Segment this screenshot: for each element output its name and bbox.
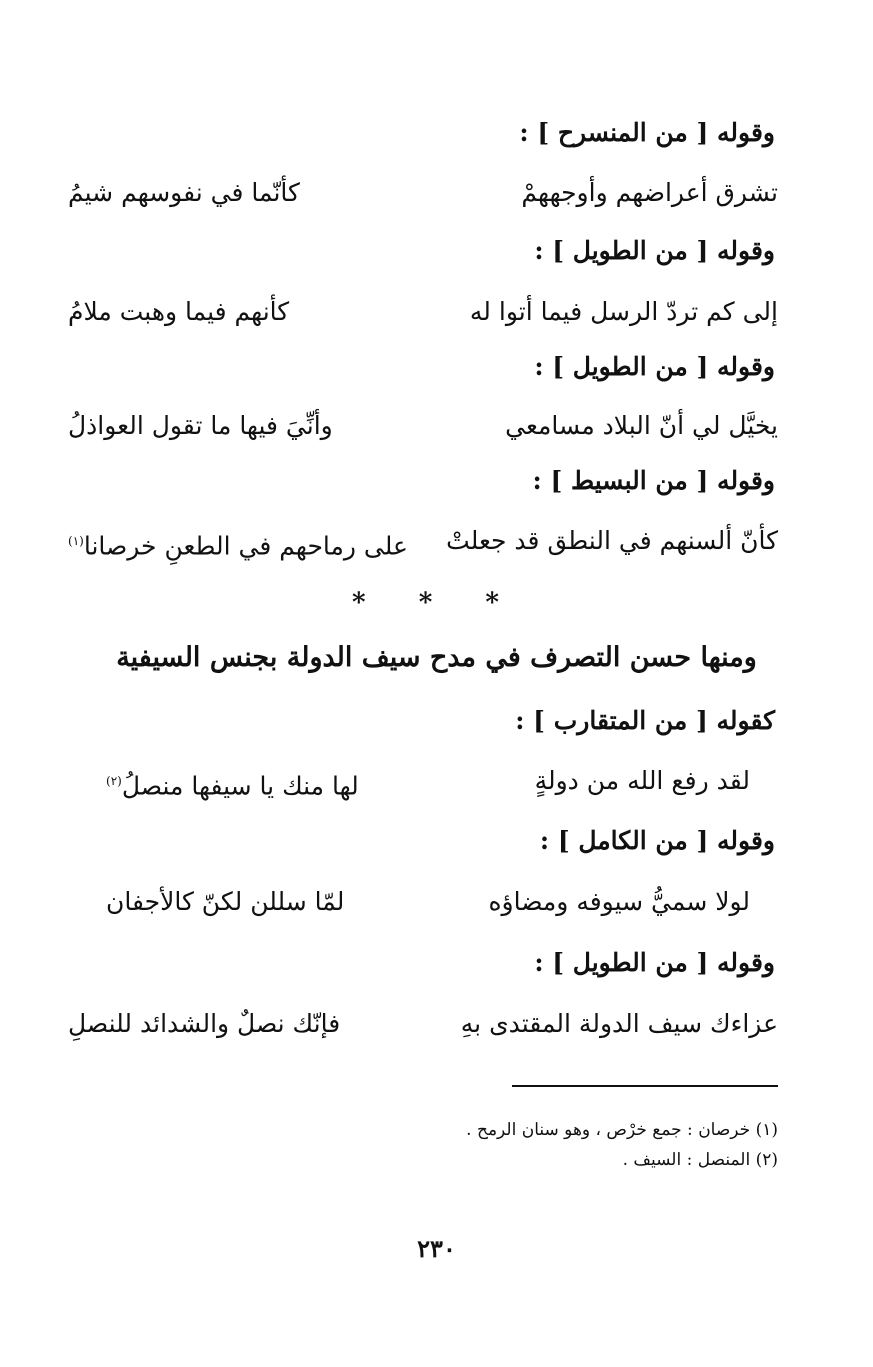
hemistich-text: كأنهم فيما وهبت ملامُ bbox=[68, 297, 290, 326]
verse-line bbox=[68, 170, 778, 216]
first-hemistich: لولا سميُّ سيوفه ومضاؤه bbox=[488, 887, 750, 916]
verse-intro: وقوله [ من الطويل ] : bbox=[534, 352, 775, 381]
page-number: ٢٣٠ bbox=[417, 1234, 456, 1263]
first-hemistich: يخيَّل لي أنّ البلاد مسامعي bbox=[505, 411, 778, 440]
hemistich-text: وأنِّيَ فيها ما تقول العواذلُ bbox=[68, 411, 333, 440]
first-hemistich: عزاءك سيف الدولة المقتدى بهِ bbox=[460, 1009, 778, 1038]
first-hemistich: إلى كم تردّ الرسل فيما أتوا له bbox=[469, 297, 778, 326]
verse-line bbox=[68, 403, 778, 449]
first-hemistich: تشرق أعراضهم وأوجههمْ bbox=[521, 178, 778, 207]
footnote-2: (٢) المنصل : السيف . bbox=[622, 1150, 778, 1170]
verse-line bbox=[68, 518, 778, 564]
second-hemistich bbox=[68, 403, 333, 449]
hemistich-text: على رماحهم في الطعنِ خرصانا bbox=[83, 531, 408, 561]
verse-line bbox=[68, 758, 778, 804]
footnote-divider bbox=[512, 1085, 778, 1087]
second-hemistich bbox=[68, 1001, 340, 1047]
verse-intro: كقوله [ من المتقارب ] : bbox=[515, 706, 775, 735]
verse-line bbox=[68, 289, 778, 335]
section-heading: ومنها حسن التصرف في مدح سيف الدولة بجنس السيفية bbox=[116, 642, 757, 673]
second-hemistich bbox=[68, 518, 408, 569]
second-hemistich bbox=[68, 170, 300, 216]
second-hemistich bbox=[68, 289, 289, 335]
second-hemistich bbox=[106, 879, 344, 925]
verse-intro: وقوله [ من الطويل ] : bbox=[534, 948, 775, 977]
verse-intro: وقوله [ من المنسرح ] : bbox=[519, 118, 775, 147]
first-hemistich: كأنّ ألسنهم في النطق قد جعلتْ bbox=[446, 526, 778, 555]
verse-line bbox=[68, 879, 778, 925]
hemistich-text: فإنّك نصلٌ والشدائد للنصلِ bbox=[68, 1009, 341, 1038]
first-hemistich: لقد رفع الله من دولةٍ bbox=[534, 766, 750, 795]
footnote-marker: (٢) bbox=[106, 774, 122, 788]
verse-intro: وقوله [ من الكامل ] : bbox=[539, 826, 775, 855]
footnote-1: (١) خرصان : جمع خرْص ، وهو سنان الرمح . bbox=[466, 1120, 778, 1140]
verse-intro: وقوله [ من البسيط ] : bbox=[532, 466, 775, 495]
hemistich-text: كأنّما في نفوسهم شيمُ bbox=[68, 178, 300, 207]
hemistich-text: لها منك يا سيفها منصلُ bbox=[121, 771, 359, 801]
second-hemistich bbox=[106, 758, 359, 809]
verse-intro: وقوله [ من الطويل ] : bbox=[534, 236, 775, 265]
verse-line bbox=[68, 1001, 778, 1047]
footnote-marker: (١) bbox=[68, 534, 84, 548]
hemistich-text: لمّا سللن لكنّ كالأجفان bbox=[106, 887, 345, 916]
section-separator: * * * bbox=[352, 588, 521, 618]
